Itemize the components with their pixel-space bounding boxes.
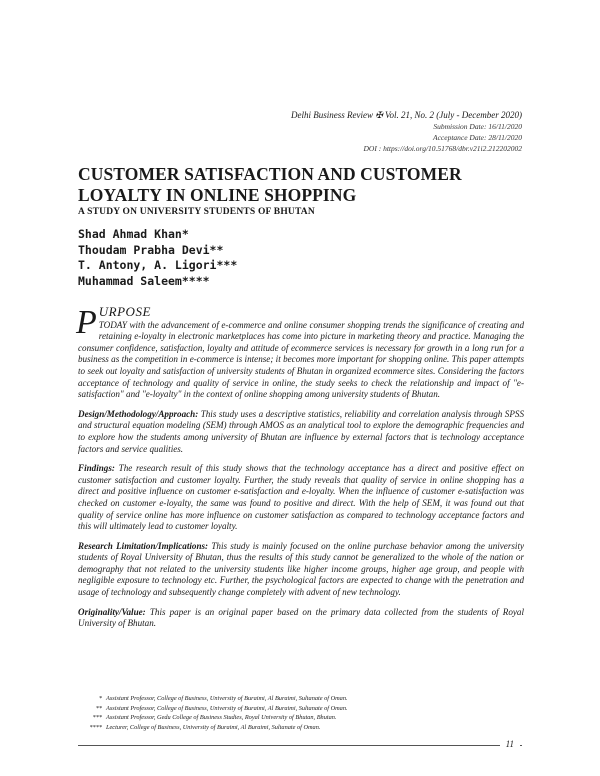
footnote-mark: * — [98, 695, 102, 702]
findings-label: Findings: — [78, 463, 115, 474]
abstract-limitations — [78, 541, 524, 599]
acceptance-date: Acceptance Date: 28/11/2020 — [433, 133, 522, 142]
footnote — [80, 723, 530, 733]
limitations-text: This study is mainly focused on the online purchase behavior among the university students of Royal University of Bhutan, thus the results of this study cannot be generalized to the whole of the nation or demography that not related to the university students like higher income groups, higher age group, and people with negligible exposure to technology etc. Further, the psychological factors are expected to change with the penetration and usage of technology and subsequently change completely with advent of new technology. — [78, 540, 525, 598]
footnote-text: Assistant Professor, College of Business, University of Buraimi, Al Buraimi, Sultanate of Oman. — [106, 695, 348, 702]
doi-link[interactable]: DOI : https://doi.org/10.51768/dbr.v21i2.212202002 — [363, 144, 522, 153]
paper-title: CUSTOMER SATISFACTION AND CUSTOMER LOYALTY IN ONLINE SHOPPING — [78, 164, 462, 205]
footnote-mark: **** — [89, 723, 102, 731]
footnote-text: Assistant Professor, Gedu College of Business Studies, Royal University of Bhutan, Bhutan. — [106, 714, 337, 721]
author-list — [78, 227, 237, 289]
originality-label: Originality/Value: — [78, 606, 146, 617]
abstract — [78, 306, 524, 638]
findings-text: The research result of this study shows that the technology acceptance has a direct and positive effect on customer satisfaction and customer loyalty. Further, the study reveals that quality of service in online shopping has a direct and positive influence on customer e-satisfaction and e-loyalty. When the influence of customer e-satisfaction was checked on customer e-loyalty, the same was found to positive and direct. With the help of SEM, it was found out that quality of service online has more influence on customer satisfaction as compared to technology acceptance factors and this will ultimately lead to customer loyalty. — [78, 463, 524, 532]
purpose-text: TODAY with the advancement of e-commerce and online consumer shopping trends the significance of creating and retaining e-loyalty in electronic marketplaces has come into picture in marketing theory and practice. Managing the consumer confidence, satisfaction, loyalty and attitude of ecommerce services is necessary for growth in a long run for a business as the competition in e-commerce is intense; it becomes more important for shopping online. This paper attempts to seek out loyalty and satisfaction of university students of Bhutan in organized ecommerce sites. Considering the factors acceptance of technology and quality of service in online, the study seeks to check the relationship and impact of "e-satisfaction" and "e-loyalty" in the context of online shopping among university students of Bhutan. — [78, 319, 524, 400]
design-text: This study uses a descriptive statistics, reliability and correlation analysis through SPSS and structural equation modeling (SEM) through AMOS as an analytical tool to explore the demographic frequencies and to explore how the students among university of Bhutan are influence by external factors that is technology acceptance factors and service qualities. — [78, 408, 524, 454]
abstract-findings — [78, 463, 524, 533]
design-label: Design/Methodology/Approach: — [78, 408, 199, 419]
submission-date: Submission Date: 16/11/2020 — [433, 122, 522, 131]
footnotes — [80, 694, 530, 732]
abstract-originality — [78, 607, 524, 630]
abstract-design — [78, 409, 524, 455]
footnote-text: Assistant Professor, College of Business, University of Buraimi, Al Buraimi, Sultanate of Oman. — [106, 704, 348, 712]
purpose-heading: URPOSE — [98, 304, 151, 319]
footer-divider — [78, 745, 522, 746]
footnote — [80, 694, 530, 704]
journal-header — [291, 110, 522, 154]
footnote — [80, 704, 530, 714]
journal-citation: Delhi Business Review ✠ Vol. 21, No. 2 (July - December 2020) — [291, 110, 522, 120]
author-name: T. Antony, A. Ligori*** — [78, 258, 238, 272]
footnote-mark: ** — [95, 704, 102, 712]
limitations-label: Research Limitation/Implications: — [78, 540, 209, 551]
footnote-mark: *** — [92, 714, 102, 721]
paper-subtitle: A STUDY ON UNIVERSITY STUDENTS OF BHUTAN — [78, 207, 315, 217]
footnote-text: Lecturer, College of Business, University of Buraimi, Al Buraimi, Sultanate of Oman. — [106, 723, 321, 731]
drop-cap: P — [76, 304, 97, 341]
originality-text: This paper is an original paper based on the primary data collected from the students of Royal University of Bhutan. — [78, 606, 524, 629]
author-name: Shad Ahmad Khan* — [78, 227, 189, 241]
page-number: 11 — [500, 739, 520, 749]
author-name: Muhammad Saleem**** — [78, 273, 210, 288]
author-name: Thoudam Prabha Devi** — [78, 242, 224, 257]
footnote — [80, 713, 530, 723]
abstract-purpose — [78, 306, 524, 401]
